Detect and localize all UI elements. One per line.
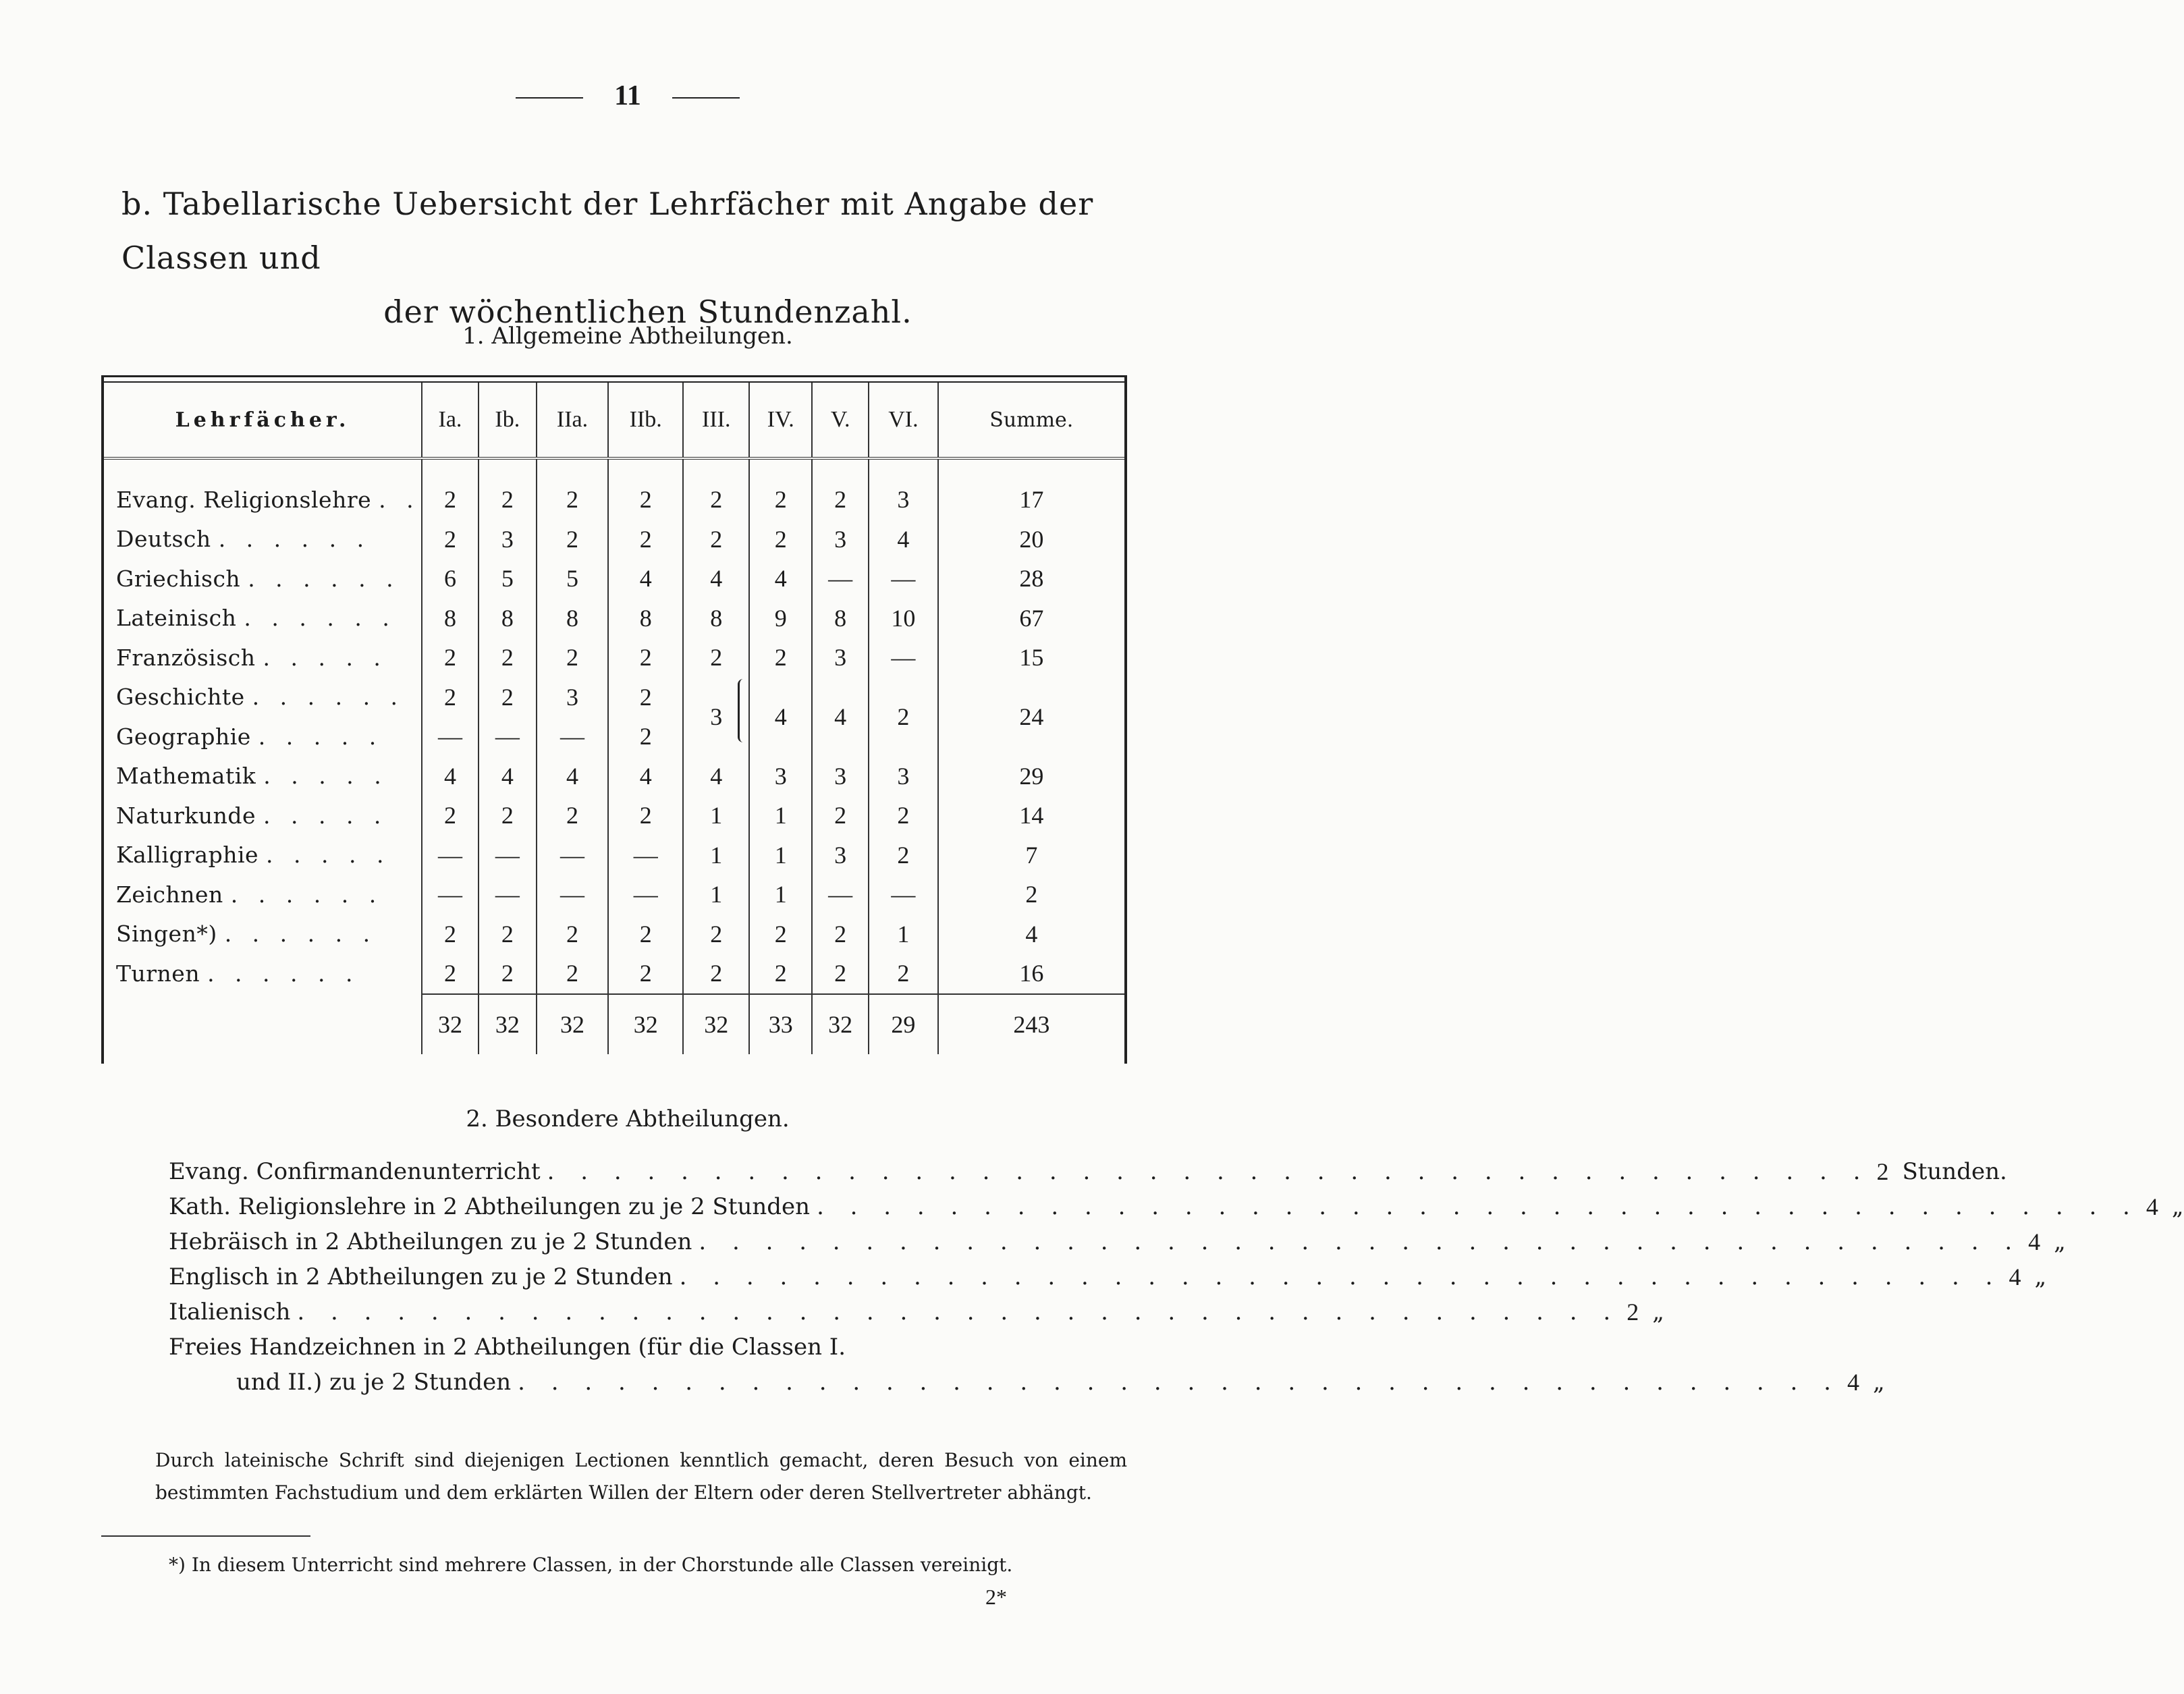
subject-name: Lateinisch (116, 605, 237, 632)
table-row (104, 954, 1124, 994)
value-cell: 2 (422, 796, 479, 836)
section-1-title: 1. Allgemeine Abtheilungen. (462, 323, 793, 350)
special-division-row (169, 1294, 1664, 1330)
leader-dots: . . . . . . . . . . . . . . . . . . . . . . . . . . . . . . . . . . . . . . . . (817, 1193, 2139, 1220)
subject-name: Griechisch (116, 565, 241, 592)
value-cell: 2 (812, 458, 869, 520)
value-cell: 10 (869, 599, 937, 638)
value-cell: 2 (749, 914, 812, 954)
value-cell: 9 (749, 599, 812, 638)
value-cell: 4 (869, 520, 937, 559)
value-cell: 1 (683, 875, 749, 914)
subject-cell (104, 796, 422, 836)
value-cell: 3 (869, 458, 937, 520)
value-cell: 3 (812, 638, 869, 678)
value-cell: 2 (683, 638, 749, 678)
sum-cell: 4 (1025, 920, 1038, 948)
subject-name: Geographie (116, 723, 251, 750)
value-cell: 3 (749, 757, 812, 796)
value-cell: — (422, 875, 479, 914)
value-cell: 2 (812, 954, 869, 994)
value-cell: 6 (422, 559, 479, 599)
value-cell: — (537, 717, 609, 757)
value-cell: 8 (479, 599, 537, 638)
table-row (104, 796, 1124, 836)
header-class-iib: IIb. (608, 383, 683, 458)
table-row (104, 520, 1124, 559)
value-cell: 2 (422, 638, 479, 678)
leader-dots: . . . . . (258, 723, 383, 750)
special-division-text: Evang. Confirmandenunterricht (169, 1158, 541, 1185)
value-cell: 2 (479, 914, 537, 954)
value-cell: 2 (422, 678, 479, 717)
leader-dots: . . . . . . . . . . . . . . . . . . . . . . . . . . . . . . . . . . . . . . . . (699, 1228, 2022, 1255)
special-division-row (169, 1365, 1885, 1400)
subject-name: Französisch (116, 644, 256, 671)
value-cell: 8 (608, 599, 683, 638)
value-cell: — (869, 875, 937, 914)
value-cell: 3 (479, 520, 537, 559)
value-cell: 2 (812, 796, 869, 836)
table-row (104, 914, 1124, 954)
leader-dots: . . . . . (263, 802, 388, 829)
special-division-text: Englisch in 2 Abtheilungen zu je 2 Stunden (169, 1263, 673, 1290)
value-cell: 4 (683, 757, 749, 796)
section-heading (121, 177, 1120, 339)
special-division-row (169, 1154, 2007, 1189)
value-cell: — (537, 875, 609, 914)
total-cell: 32 (479, 994, 537, 1054)
subject-cell (104, 914, 422, 954)
heading-line-2: der wöchentlichen Stundenzahl. (383, 294, 912, 330)
leader-dots: . . . . . . (252, 684, 405, 711)
value-cell: 2 (683, 520, 749, 559)
value-cell: — (479, 717, 537, 757)
value-cell: 2 (537, 458, 609, 520)
special-divisions-list (169, 1154, 2184, 1400)
total-cell: 29 (869, 994, 937, 1054)
leader-dots: . . (379, 486, 420, 513)
leader-dots: . . . . . (263, 763, 388, 790)
total-cell: 32 (683, 994, 749, 1054)
subject-cell (104, 717, 422, 757)
special-division-text: Freies Handzeichnen in 2 Abtheilungen (für die Classen I. (169, 1334, 846, 1361)
value-cell: 2 (749, 638, 812, 678)
value-cell: 3 (812, 520, 869, 559)
value-cell: 8 (812, 599, 869, 638)
value-cell: 2 (422, 954, 479, 994)
value-cell: 5 (479, 559, 537, 599)
special-division-row (169, 1259, 2047, 1294)
signature-mark: 2* (985, 1585, 1007, 1609)
special-division-hours: 4 (2009, 1263, 2021, 1290)
value-cell: 4 (608, 757, 683, 796)
subject-cell (104, 458, 422, 520)
section-2-title: 2. Besondere Abtheilungen. (466, 1105, 790, 1132)
value-cell: — (479, 875, 537, 914)
subject-cell (104, 520, 422, 559)
value-cell: 2 (537, 954, 609, 994)
special-division-unit: Stunden. (1902, 1158, 2007, 1185)
value-cell: 2 (869, 678, 937, 757)
subject-name: Geschichte (116, 684, 245, 711)
total-cell: 33 (749, 994, 812, 1054)
subject-name: Mathematik (116, 763, 256, 790)
value-cell: 1 (869, 914, 937, 954)
header-class-iv: IV. (749, 383, 812, 458)
value-cell: 2 (683, 458, 749, 520)
value-cell: 1 (683, 796, 749, 836)
subject-name: Turnen (116, 960, 200, 987)
value-cell: 3 (537, 678, 609, 717)
value-cell: 4 (537, 757, 609, 796)
subject-cell (104, 954, 422, 994)
table-row (104, 836, 1124, 875)
subject-name: Singen*) (116, 921, 217, 948)
subject-cell (104, 875, 422, 914)
special-division-unit: „ (2034, 1263, 2047, 1290)
value-cell: 2 (479, 638, 537, 678)
footnote: *) In diesem Unterricht sind mehrere Classen, in der Chorstunde alle Classen vereinigt. (169, 1554, 1013, 1576)
page-number (0, 80, 1255, 112)
leader-dots: . . . . . . . . . . . . . . . . . . . . . . . . . . . . . . . . . . . . . . . . (297, 1299, 1620, 1326)
merge-brace (738, 679, 748, 742)
special-division-text: und II.) zu je 2 Stunden (236, 1369, 512, 1396)
value-cell: 2 (537, 796, 609, 836)
table-right-rule (1124, 375, 1127, 1064)
special-division-unit: „ (1872, 1369, 1885, 1396)
header-sum: Summe. (938, 383, 1124, 458)
subject-name: Zeichnen (116, 881, 223, 908)
special-division-unit: „ (2054, 1228, 2066, 1255)
special-division-row (169, 1330, 1060, 1365)
special-division-unit: „ (2171, 1193, 2184, 1220)
subject-cell (104, 559, 422, 599)
leader-dots: . . . . . . (224, 921, 377, 948)
sum-cell: 24 (1019, 703, 1044, 730)
sum-cell: 16 (1019, 960, 1044, 987)
value-cell: 3 (812, 836, 869, 875)
value-cell: — (422, 836, 479, 875)
subject-cell (104, 678, 422, 717)
totals-label-cell (104, 994, 422, 1054)
leader-dots: . . . . . . (218, 526, 371, 553)
header-class-iia: IIa. (537, 383, 609, 458)
value-cell: 1 (683, 836, 749, 875)
value-cell: 2 (749, 954, 812, 994)
value-cell: 4 (479, 757, 537, 796)
sum-cell: 2 (1025, 881, 1038, 908)
value-cell: 2 (683, 954, 749, 994)
hours-table (104, 383, 1124, 1054)
subject-name: Evang. Religionslehre (116, 486, 372, 513)
value-cell: — (608, 836, 683, 875)
leader-dots: . . . . . (263, 644, 387, 671)
value-cell: 2 (869, 796, 937, 836)
value-cell: 2 (479, 796, 537, 836)
header-subjects: Lehrfächer. (104, 383, 422, 458)
value-cell: 2 (422, 458, 479, 520)
special-division-hours: 2 (1627, 1299, 1639, 1326)
value-cell: 2 (479, 678, 537, 717)
value-cell: 2 (608, 458, 683, 520)
table-top-rule (101, 375, 1127, 377)
total-cell: 32 (422, 994, 479, 1054)
value-cell: 2 (608, 796, 683, 836)
value-cell: 1 (749, 875, 812, 914)
sum-cell: 29 (1019, 762, 1044, 790)
header-class-vi: VI. (869, 383, 937, 458)
value-cell: 2 (479, 954, 537, 994)
total-cell: 32 (608, 994, 683, 1054)
heading-line-1: b. Tabellarische Uebersicht der Lehrfächer mit Angabe der Classen und (121, 186, 1094, 276)
value-cell: 1 (749, 836, 812, 875)
subject-name: Naturkunde (116, 802, 256, 829)
subject-cell (104, 599, 422, 638)
header-class-ib: Ib. (479, 383, 537, 458)
value-cell: 2 (749, 520, 812, 559)
value-cell: 4 (422, 757, 479, 796)
totals-row (104, 994, 1124, 1054)
table-row (104, 678, 1124, 717)
leader-dots: . . . . . . . . . . . . . . . . . . . . . . . . . . . . . . . . . . . . . . . . (547, 1158, 1870, 1185)
leader-dots: . . . . . . (244, 605, 396, 632)
sum-cell: 7 (1025, 841, 1038, 869)
table-row (104, 875, 1124, 914)
total-cell: 32 (812, 994, 869, 1054)
value-cell: 2 (869, 836, 937, 875)
special-division-text: Kath. Religionslehre in 2 Abtheilungen zu je 2 Stunden (169, 1193, 811, 1220)
leader-dots: . . . . . . . . . . . . . . . . . . . . . . . . . . . . . . . . . . . . . . . . (518, 1369, 1840, 1396)
sum-cell: 67 (1019, 604, 1044, 632)
special-division-row (169, 1189, 2184, 1224)
sum-cell: 20 (1019, 525, 1044, 553)
header-class-iii: III. (683, 383, 749, 458)
value-cell: — (537, 836, 609, 875)
value-cell: 1 (749, 796, 812, 836)
latin-script-note: Durch lateinische Schrift sind diejenigen Lectionen kenntlich gemacht, deren Besuch von einem bestimmten Fachstudium und dem erklärten Willen der Eltern oder deren Stellvertreter abhängt. (155, 1449, 1127, 1504)
value-cell: 2 (608, 638, 683, 678)
value-cell: 2 (422, 914, 479, 954)
value-cell: 2 (479, 458, 537, 520)
value-cell: 2 (537, 638, 609, 678)
value-cell: 2 (749, 458, 812, 520)
page-number-left-rule (516, 97, 583, 99)
special-division-text: Hebräisch in 2 Abtheilungen zu je 2 Stunden (169, 1228, 692, 1255)
subject-cell (104, 836, 422, 875)
header-class-v: V. (812, 383, 869, 458)
subject-name: Deutsch (116, 526, 211, 553)
special-division-unit: „ (1652, 1299, 1664, 1326)
special-division-row (169, 1224, 2066, 1259)
special-division-hours: 4 (2146, 1193, 2158, 1220)
subjects-table (101, 375, 1127, 1064)
leader-dots: . . . . . . . . . . . . . . . . . . . . . . . . . . . . . . . . . . . . . . . . (679, 1263, 2002, 1290)
value-cell: 2 (608, 914, 683, 954)
value-cell: 2 (537, 520, 609, 559)
value-cell: 8 (422, 599, 479, 638)
subject-name: Kalligraphie (116, 842, 259, 869)
table-header-row (104, 383, 1124, 458)
table-row (104, 638, 1124, 678)
value-cell: — (869, 559, 937, 599)
value-cell: 2 (422, 520, 479, 559)
value-cell: 4 (683, 559, 749, 599)
special-division-hours: 4 (1847, 1369, 1859, 1396)
value-cell: 4 (749, 559, 812, 599)
value-cell: — (608, 875, 683, 914)
table-row (104, 458, 1124, 520)
value-cell: 2 (683, 914, 749, 954)
leader-dots: . . . . . (266, 842, 391, 869)
value-cell: 2 (608, 717, 683, 757)
value-cell: 2 (608, 678, 683, 717)
header-class-ia: Ia. (422, 383, 479, 458)
leader-dots: . . . . . . (248, 565, 400, 592)
value-cell: — (812, 875, 869, 914)
sum-cell: 14 (1019, 802, 1044, 829)
subject-cell (104, 638, 422, 678)
sum-cell: 28 (1019, 565, 1044, 593)
special-division-text: Italienisch (169, 1299, 291, 1326)
value-cell: — (812, 559, 869, 599)
subject-cell (104, 757, 422, 796)
value-cell: 4 (812, 678, 869, 757)
leader-dots: . . . . . . (207, 960, 360, 987)
grand-total-cell: 243 (938, 994, 1124, 1054)
value-cell: 8 (683, 599, 749, 638)
value-cell: 4 (749, 678, 812, 757)
special-division-hours: 4 (2028, 1228, 2041, 1255)
value-cell: 2 (537, 914, 609, 954)
value-cell: 2 (812, 914, 869, 954)
value-cell: 2 (608, 520, 683, 559)
value-cell: 3 (683, 678, 749, 757)
table-row (104, 757, 1124, 796)
value-cell: 2 (608, 954, 683, 994)
value-cell: 3 (869, 757, 937, 796)
page-number-right-rule (672, 97, 740, 99)
value-cell: — (869, 638, 937, 678)
table-row (104, 559, 1124, 599)
value-cell: — (479, 836, 537, 875)
footnote-rule (101, 1535, 310, 1537)
leader-dots: . . . . . . (230, 881, 383, 908)
special-division-hours: 2 (1876, 1158, 1889, 1185)
value-cell: 4 (608, 559, 683, 599)
value-cell: 5 (537, 559, 609, 599)
sum-cell: 17 (1019, 486, 1044, 514)
value-cell: 2 (869, 954, 937, 994)
total-cell: 32 (537, 994, 609, 1054)
table-row (104, 599, 1124, 638)
page-number-text: 11 (614, 80, 641, 111)
value-cell: 3 (812, 757, 869, 796)
sum-cell: 15 (1019, 644, 1044, 672)
value-cell: 8 (537, 599, 609, 638)
value-cell: — (422, 717, 479, 757)
